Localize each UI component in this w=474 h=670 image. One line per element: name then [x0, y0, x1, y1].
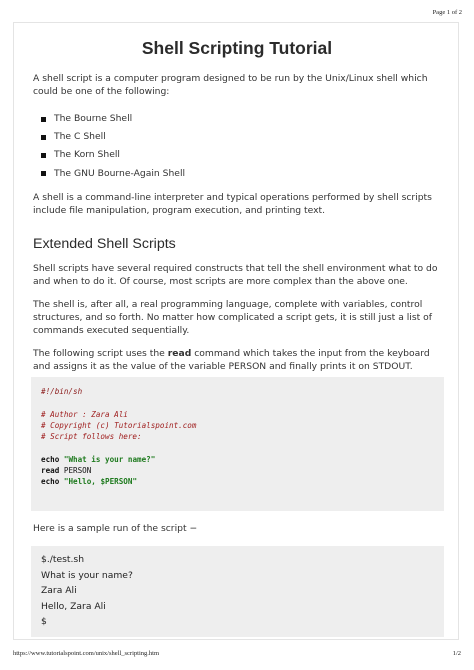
section-heading: Extended Shell Scripts — [33, 235, 176, 252]
list-item — [33, 131, 445, 143]
intro-paragraph: A shell script is a computer program designed to be run by the Unix/Linux shell which could be one of the following: — [33, 73, 428, 97]
shell-definition-paragraph: A shell is a command-line interpreter and typical operations performed by shell scripts include file manipulation, program execution, and printing text. — [33, 191, 432, 216]
output-line: $./test.sh — [41, 554, 85, 565]
code-command: echo — [41, 477, 60, 487]
shell-list — [33, 113, 445, 180]
code-comment: # Author : Zara Ali — [41, 409, 128, 419]
sample-run-intro: Here is a sample run of the script − — [33, 523, 198, 534]
read-paragraph-text: The following script uses the — [33, 347, 168, 359]
output-line: Zara Ali — [41, 585, 77, 597]
code-string: "Hello, $PERSON" — [63, 477, 138, 487]
list-item-label: The Korn Shell — [54, 149, 120, 161]
page-header: Page 1 of 2 — [432, 9, 462, 16]
code-blank-line — [41, 442, 444, 453]
list-item-label: The GNU Bourne-Again Shell — [54, 167, 186, 179]
bullet-icon — [41, 135, 46, 140]
list-item-label: The C Shell — [54, 131, 106, 143]
code-shebang: #!/bin/sh — [41, 387, 83, 396]
read-command-paragraph — [33, 347, 445, 373]
footer-url: https://www.tutorialspoint.com/unix/shell_scripting.htm — [13, 650, 160, 657]
article-content — [33, 72, 445, 383]
code-line-read — [41, 465, 444, 476]
list-item-label: The Bourne Shell — [54, 113, 133, 124]
code-line-echo-question — [41, 454, 444, 465]
code-blank-line — [41, 397, 444, 408]
bullet-icon — [41, 117, 46, 122]
bullet-icon — [41, 171, 46, 176]
read-paragraph-text: command which takes the input from the keyboard and assigns it as the value of the variable PERSON and finally prints it on STDOUT. — [33, 347, 430, 372]
bullet-icon — [41, 153, 46, 158]
page-title: Shell Scripting Tutorial — [141, 38, 333, 58]
footer-page-number: 1/2 — [452, 650, 461, 657]
output-line: What is your name? — [41, 569, 133, 581]
code-comment: # Script follows here: — [41, 432, 142, 442]
code-variable: PERSON — [63, 466, 92, 476]
output-block — [31, 546, 444, 637]
code-line-echo-hello — [41, 476, 444, 487]
code-block — [31, 377, 444, 511]
code-command: read — [41, 466, 60, 476]
language-paragraph: The shell is, after all, a real programming language, complete with variables, control structures, and so forth. No matter how complicated a script gets, it is still just a list of commands executed sequentially. — [33, 298, 433, 336]
output-line: Hello, Zara Ali — [41, 600, 106, 612]
read-keyword: read — [167, 347, 192, 359]
constructs-paragraph: Shell scripts have several required constructs that tell the shell environment what to do and when to do it. Of course, most scripts are more complex than the above one. — [33, 262, 438, 287]
code-string: "What is your name?" — [63, 454, 156, 464]
list-item — [33, 113, 445, 125]
list-item — [33, 149, 445, 161]
output-line: $ — [41, 616, 47, 628]
code-command: echo — [41, 454, 60, 464]
code-comment: # Copyright (c) Tutorialspoint.com — [41, 420, 197, 430]
list-item — [33, 168, 445, 180]
